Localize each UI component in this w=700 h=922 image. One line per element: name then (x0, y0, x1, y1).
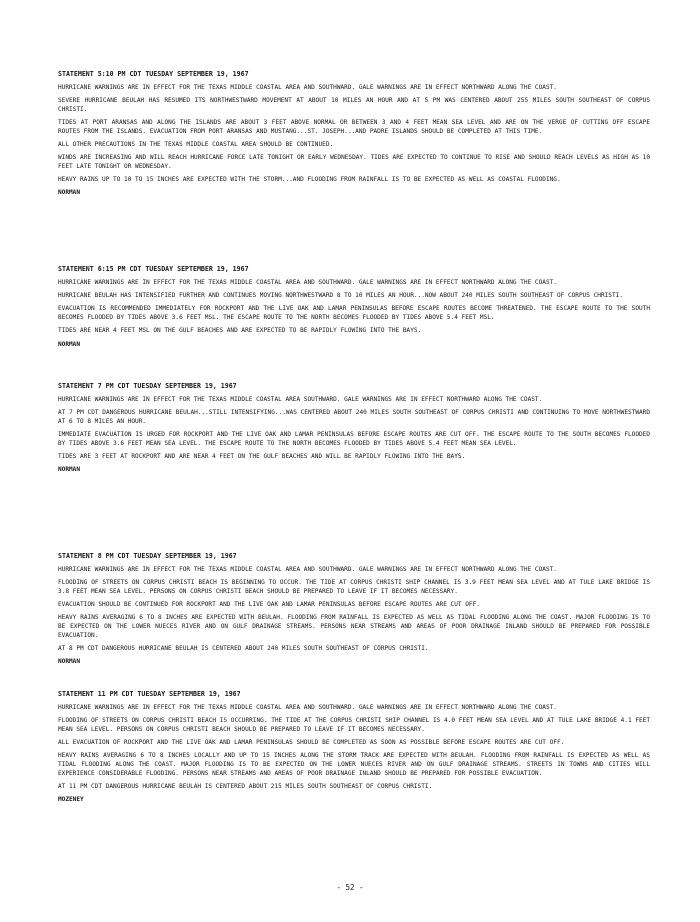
statement-paragraph: AT 8 PM CDT DANGEROUS HURRICANE BEULAH IS CENTERED ABOUT 240 MILES SOUTH SOUTHEAST OF CORPUS CHRISTI. (58, 644, 429, 652)
statement-paragraph: EVACUATION SHOULD BE CONTINUED FOR ROCKPORT AND THE LIVE OAK AND LAMAR PENINSULAS BEFORE ESCAPE ROUTES ARE CUT OFF. (58, 601, 480, 609)
statement-11pm (58, 690, 650, 804)
statement-paragraph: FLOODING OF STREETS ON CORPUS CHRISTI BEACH IS BEGINNING TO OCCUR. THE TIDE AT CORPUS CHRISTI SHIP CHANNEL IS 3.9 FEET MEAN SEA LEVEL AND AT TULE LAKE BRIDGE IS 3.8 FEET MEAN SEA LEVEL. PERSONS ON CORPUS CHRISTI BEACH SHOULD BE PREPARED TO LEAVE IF IT BECOMES NECESSARY. (58, 579, 650, 595)
statement-paragraph: HURRICANE BEULAH HAS INTENSIFIED FURTHER AND CONTINUES MOVING NORTHWESTWARD 8 TO 10 MILES AN HOUR...NOW ABOUT 240 MILES SOUTH SOUTHEAST OF CORPUS CHRISTI. (58, 292, 623, 300)
statement-heading: STATEMENT 5:10 PM CDT TUESDAY SEPTEMBER 19, 1967 (58, 70, 249, 78)
statement-paragraph: HURRICANE WARNINGS ARE IN EFFECT FOR THE TEXAS MIDDLE COASTAL AREA SOUTHWARD. GALE WARNINGS ARE IN EFFECT NORTHWARD ALONG THE COAST. (58, 396, 543, 403)
statement-paragraph: SEVERE HURRICANE BEULAH HAS RESUMED ITS NORTHWESTWARD MOVEMENT AT ABOUT 10 MILES AN HOUR AND AT 5 PM WAS CENTERED ABOUT 255 MILES SOUTH SOUTHEAST OF CORPUS CHRISTI. (58, 97, 650, 113)
statement-paragraph: HEAVY RAINS UP TO 10 TO 15 INCHES ARE EXPECTED WITH THE STORM...AND FLOODING FROM RAINFALL IS TO BE EXPECTED AS WELL AS COASTAL FLOODING. (58, 176, 561, 184)
statement-paragraph: TIDES ARE NEAR 4 FEET MSL ON THE GULF BEACHES AND ARE EXPECTED TO BE RAPIDLY FLOWING INTO THE BAYS. (58, 327, 422, 335)
statement-7pm (58, 382, 650, 552)
statement-paragraph: AT 11 PM CDT DANGEROUS HURRICANE BEULAH IS CENTERED ABOUT 215 MILES SOUTH SOUTHEAST OF CORPUS CHRISTI. (58, 782, 433, 790)
statement-paragraph: AT 7 PM CDT DANGEROUS HURRICANE BEULAH...STILL INTENSIFYING...WAS CENTERED ABOUT 240 MILES SOUTH SOUTHEAST OF CORPUS CHRISTI AND CONTINUING TO MOVE NORTHWESTWARD AT 6 TO 8 MILES AN HOUR. (58, 409, 650, 425)
statement-heading: STATEMENT 7 PM CDT TUESDAY SEPTEMBER 19, 1967 (58, 382, 237, 390)
statement-paragraph: HURRICANE WARNINGS ARE IN EFFECT FOR THE TEXAS MIDDLE COASTAL AREA AND SOUTHWARD. GALE WARNINGS ARE IN EFFECT NORTHWARD ALONG THE COAST. (58, 566, 557, 573)
statement-paragraph: HURRICANE WARNINGS ARE IN EFFECT FOR THE TEXAS MIDDLE COASTAL AREA AND SOUTHWARD. GALE WARNINGS ARE IN EFFECT NORTHWARD ALONG THE COAST. (58, 704, 557, 711)
statement-signature: NORMAN (58, 340, 81, 348)
statement-615pm (58, 265, 650, 382)
statement-paragraph: HEAVY RAINS AVERAGING 6 TO 8 INCHES LOCALLY AND UP TO 15 INCHES ALONG THE STORM TRACK ARE EXPECTED WITH BEULAH. FLOODING FROM RAINFALL IS EXPECTED AS WELL AS TIDAL FLOODING ALONG THE COAST. MAJOR FLOODING IS TO BE EXPECTED ON THE LOWER NUECES RIVER AND ON GULF DRAINAGE STREAMS. STREETS IN TOWNS AND CITIES WILL EXPERIENCE CONSIDERABLE FLOODING. PERSONS NEAR STREAMS AND AREAS OF POOR DRAINAGE INLAND SHOULD BE PREPARED FOR POSSIBLE EVACUATION. (58, 752, 650, 777)
statement-paragraph: WINDS ARE INCREASING AND WILL REACH HURRICANE FORCE LATE TONIGHT OR EARLY WEDNESDAY. TIDES ARE EXPECTED TO CONTINUE TO RISE AND SHOULD REACH LEVELS AS HIGH AS 10 FEET LATE TONIGHT OR WEDNESDAY. (58, 154, 650, 170)
statement-510pm (58, 70, 650, 265)
statement-signature: NORMAN (58, 658, 81, 666)
statement-paragraph: HURRICANE WARNINGS ARE IN EFFECT FOR THE TEXAS MIDDLE COASTAL AREA AND SOUTHWARD. GALE WARNINGS ARE IN EFFECT NORTHWARD ALONG THE COAST. (58, 84, 557, 91)
statement-paragraph: FLOODING OF STREETS ON CORPUS CHRISTI BEACH IS OCCURRING. THE TIDE AT THE CORPUS CHRISTI SHIP CHANNEL IS 4.0 FEET MEAN SEA LEVEL AND AT TULE LAKE BRIDGE 4.1 FEET MEAN SEA LEVEL. PERSONS ON CORPUS CHRISTI BEACH SHOULD BE PREPARED TO LEAVE IF IT BECOMES NECESSARY. (58, 717, 650, 733)
statement-heading: STATEMENT 6:15 PM CDT TUESDAY SEPTEMBER 19, 1967 (58, 265, 249, 273)
page-number: - 52 - (336, 883, 364, 892)
statement-paragraph: EVACUATION IS RECOMMENDED IMMEDIATELY FOR ROCKPORT AND THE LIVE OAK AND LAMAR PENINSULAS BEFORE ESCAPE ROUTES BECOME THREATENED. THE ESCAPE ROUTE TO THE SOUTH BECOMES FLOODED BY TIDES ABOVE 3.6 FEET MSL. THE ESCAPE ROUTE TO THE NORTH BECOMES FLOODED BY TIDES ABOVE 5.4 FEET MSL. (58, 305, 650, 322)
statement-signature: NORMAN (58, 466, 81, 474)
statement-paragraph: TIDES ARE 3 FEET AT ROCKPORT AND ARE NEAR 4 FEET ON THE GULF BEACHES AND WILL BE RAPIDLY FLOWING INTO THE BAYS. (58, 453, 466, 461)
statement-heading: STATEMENT 8 PM CDT TUESDAY SEPTEMBER 19, 1967 (58, 552, 237, 560)
statement-paragraph: HEAVY RAINS AVERAGING 6 TO 8 INCHES ARE EXPECTED WITH BEULAH. FLOODING FROM RAINFALL IS EXPECTED AS WELL AS TIDAL FLOODING ALONG THE COAST. MAJOR FLOODING IS TO BE EXPECTED ON THE LOWER NUECES RIVER AND ON GULF DRAINAGE STREAMS. PERSONS NEAR STREAMS AND AREAS OF POOR DRAINAGE INLAND SHOULD BE PREPARED FOR POSSIBLE EVACUATION. (58, 614, 650, 639)
statement-paragraph: HURRICANE WARNINGS ARE IN EFFECT FOR THE TEXAS MIDDLE COASTAL AREA AND SOUTHWARD. GALE WARNINGS ARE IN EFFECT NORTHWARD ALONG THE COAST. (58, 279, 557, 286)
statement-paragraph: ALL OTHER PRECAUTIONS IN THE TEXAS MIDDLE COASTAL AREA SHOULD BE CONTINUED. (58, 141, 334, 149)
statement-heading: STATEMENT 11 PM CDT TUESDAY SEPTEMBER 19, 1967 (58, 690, 241, 698)
statement-paragraph: TIDES AT PORT ARANSAS AND ALONG THE ISLANDS ARE ABOUT 3 FEET ABOVE NORMAL OR BETWEEN 3 AND 4 FEET MEAN SEA LEVEL AND ARE ON THE VERGE OF CUTTING OFF ESCAPE ROUTES FROM THE ISLANDS. EVACUATION FROM PORT ARANSAS AND MUSTANG...ST. JOSEPH...AND PADRE ISLANDS SHOULD BE COMPLETED AT THIS TIME. (58, 119, 650, 135)
statement-paragraph: ALL EVACUATION OF ROCKPORT AND THE LIVE OAK AND LAMAR PENINSULAS SHOULD BE COMPLETED AS SOON AS POSSIBLE BEFORE ESCAPE ROUTES ARE CUT OFF. (58, 739, 565, 747)
document-page (58, 70, 650, 804)
statement-paragraph: IMMEDIATE EVACUATION IS URGED FOR ROCKPORT AND THE LIVE OAK AND LAMAR PENINSULAS BEFORE ESCAPE ROUTES ARE CUT OFF. THE ESCAPE ROUTE TO THE SOUTH BECOMES FLOODED BY TIDES ABOVE 3.6 FEET MEAN SEA LEVEL. THE ESCAPE ROUTE TO THE NORTH BECOMES FLOODED BY TIDES ABOVE 5.4 FEET MEAN SEA LEVEL. (58, 431, 650, 447)
statement-signature: MOZENEY (58, 796, 84, 804)
statement-8pm (58, 552, 650, 690)
statement-signature: NORMAN (58, 189, 81, 197)
